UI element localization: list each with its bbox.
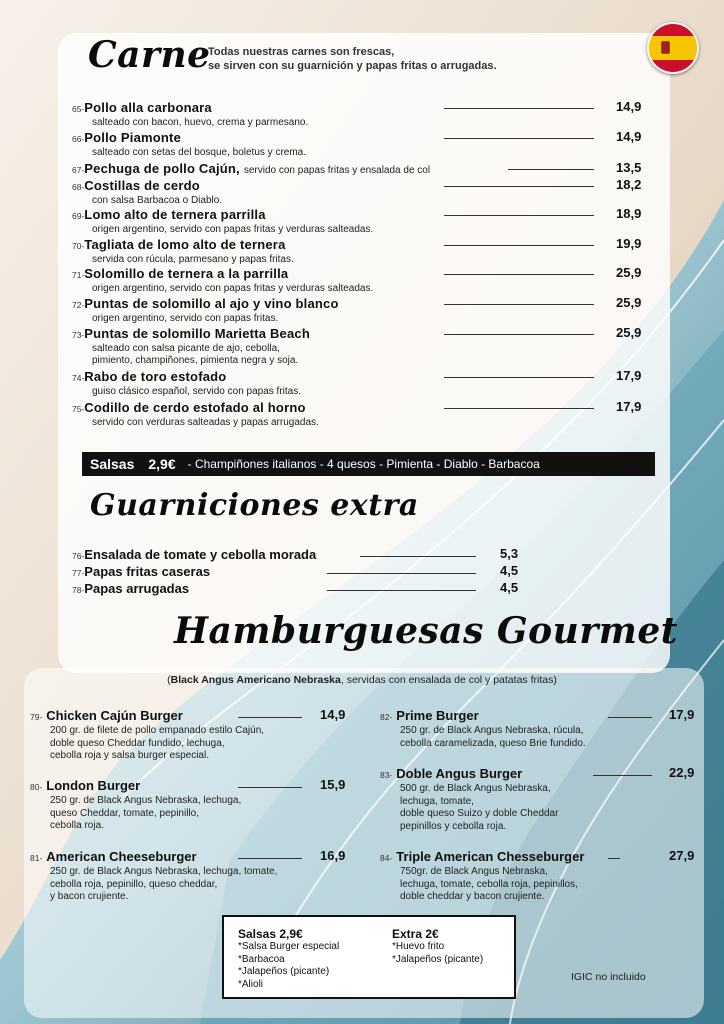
extras-salsas-item: *Alioli (238, 978, 264, 990)
price-leader-line (327, 573, 476, 574)
price-leader-line (508, 169, 594, 170)
item-description: origen argentino, servido con papas fritas y verduras salteadas. (92, 283, 374, 294)
menu-item (72, 236, 672, 266)
item-description: cebolla roja y salsa burger especial. (50, 750, 209, 761)
burgers-intro: (Black Angus Americano Nebraska, servidas con ensalada de col y patatas fritas) (167, 674, 557, 686)
menu-item (72, 368, 672, 398)
price-leader-line (608, 858, 620, 859)
item-number: 81- (30, 853, 43, 863)
price-leader-line (444, 215, 594, 216)
item-price: 25,9 (616, 265, 642, 280)
item-description: servido con verduras salteadas y papas arrugadas. (92, 417, 319, 428)
extras-salsas-item: *Jalapeños (picante) (238, 966, 330, 977)
item-description: origen argentino, servido con papas fritas y verduras salteadas. (92, 224, 374, 235)
item-name: Chicken Cajún Burger (46, 708, 183, 723)
item-number: 78- (72, 585, 85, 595)
item-name: Puntas de solomillo al ajo y vino blanco (84, 296, 339, 311)
item-description: cebolla roja. (50, 820, 104, 831)
item-name: Solomillo de ternera a la parrilla (84, 266, 289, 281)
menu-item (72, 160, 672, 178)
item-price: 27,9 (669, 848, 695, 863)
item-name: Pollo Piamonte (84, 130, 181, 145)
extras-extra-item: *Jalapeños (picante) (392, 953, 484, 965)
price-leader-line (444, 304, 594, 305)
item-price: 14,9 (616, 129, 642, 144)
item-number: 70- (72, 241, 85, 251)
item-description: salteado con salsa picante de ajo, cebolla, (92, 343, 280, 354)
price-leader-line (238, 858, 302, 859)
side-item (72, 580, 532, 598)
item-price: 17,9 (616, 399, 642, 414)
extras-extra (392, 927, 483, 966)
burger-item (380, 765, 700, 833)
item-description: guiso clásico español, servido con papas fritas. (92, 386, 302, 397)
item-description: pimiento, champiñones, pimienta negra y soja. (92, 355, 299, 366)
item-name: Lomo alto de ternera parrilla (84, 207, 266, 222)
item-price: 25,9 (616, 325, 642, 340)
item-number: 74- (72, 373, 85, 383)
price-leader-line (608, 717, 652, 718)
item-price: 16,9 (320, 848, 346, 863)
burgers-title: Hamburguesas Gourmet (174, 610, 678, 652)
item-description: 200 gr. de filete de pollo empanado estilo Cajún, (50, 725, 265, 736)
item-description: origen argentino, servido con papas fritas. (92, 313, 279, 324)
extras-box (222, 915, 516, 999)
item-number: 75- (72, 404, 85, 414)
item-number: 72- (72, 300, 85, 310)
price-leader-line (444, 245, 594, 246)
price-leader-line (444, 334, 594, 335)
item-name: Rabo de toro estofado (84, 369, 227, 384)
item-price: 17,9 (616, 368, 642, 383)
price-leader-line (444, 138, 594, 139)
item-description: 750gr. de Black Angus Nebraska, (400, 866, 548, 877)
item-description: y bacon crujiente. (50, 891, 129, 902)
item-price: 18,2 (616, 177, 642, 192)
burger-item (30, 777, 350, 833)
carne-title: Carne (88, 34, 211, 76)
burger-item (30, 848, 350, 904)
item-description: queso Cheddar, tomate, pepinillo, (50, 807, 199, 819)
item-description: pepinillos y cebolla roja. (400, 820, 507, 832)
item-description: salteado con setas del bosque, boletus y crema. (92, 147, 307, 158)
item-number: 65- (72, 104, 85, 114)
menu-item (72, 129, 672, 159)
carne-subtitle: Todas nuestras carnes son frescas, se sirven con su guarnición y papas fritas o arrugadas. (208, 46, 497, 72)
item-name: Papas arrugadas (84, 581, 190, 596)
item-number: 67- (72, 165, 85, 175)
item-description: doble queso Suizo y doble Cheddar (400, 808, 559, 819)
item-number: 83- (380, 770, 393, 780)
item-number: 84- (380, 853, 393, 863)
item-number: 76- (72, 551, 85, 561)
item-number: 80- (30, 782, 43, 792)
menu-item (72, 295, 672, 325)
item-name: Triple American Chesseburger (396, 849, 585, 864)
item-number: 79- (30, 712, 43, 722)
price-leader-line (593, 775, 652, 776)
extras-salsas (238, 927, 339, 991)
item-description: lechuga, tomate, cebolla roja, pepinillos, (400, 878, 578, 890)
item-name: Ensalada de tomate y cebolla morada (84, 547, 317, 562)
item-description: 250 gr. de Black Angus Nebraska, lechuga, (50, 795, 242, 806)
price-leader-line (444, 377, 594, 378)
price-leader-line (444, 274, 594, 275)
item-name: Doble Angus Burger (396, 766, 523, 781)
item-description: 250 gr. de Black Angus Nebraska, lechuga, tomate, (50, 866, 278, 877)
item-number: 66- (72, 134, 85, 144)
item-price: 13,5 (616, 160, 642, 175)
item-description: 250 gr. de Black Angus Nebraska, rúcula, (400, 725, 584, 736)
item-inline-description: servido con papas fritas y ensalada de col (243, 165, 431, 176)
item-description: doble queso Cheddar fundido, lechuga, (50, 737, 225, 749)
item-name: Tagliata de lomo alto de ternera (84, 237, 286, 252)
price-leader-line (444, 186, 594, 187)
item-number: 77- (72, 568, 85, 578)
salsas-bar (82, 452, 655, 476)
menu-item (72, 265, 672, 295)
item-description: servida con rúcula, parmesano y papas fritas. (92, 254, 294, 265)
menu-item (72, 99, 672, 129)
item-price: 19,9 (616, 236, 642, 251)
item-number: 82- (380, 712, 393, 722)
igic-note: IGIC no incluido (571, 971, 646, 983)
item-number: 68- (72, 182, 85, 192)
item-name: Pechuga de pollo Cajún, (84, 161, 240, 176)
item-price: 14,9 (616, 99, 642, 114)
item-price: 4,5 (500, 580, 519, 595)
extras-extra-item: *Huevo frito (392, 941, 445, 952)
item-name: Costillas de cerdo (84, 178, 200, 193)
item-price: 5,3 (500, 546, 519, 561)
menu-item (72, 399, 672, 429)
extras-salsas-item: *Barbacoa (238, 953, 285, 965)
item-price: 4,5 (500, 563, 519, 578)
extras-extra-heading: Extra 2€ (392, 927, 439, 941)
item-price: 15,9 (320, 777, 346, 792)
extras-salsas-heading: Salsas 2,9€ (238, 927, 303, 941)
item-number: 69- (72, 211, 85, 221)
burger-item (30, 707, 350, 763)
guarniciones-title: Guarniciones extra (90, 488, 419, 523)
salsas-label: Salsas (90, 456, 135, 472)
item-price: 25,9 (616, 295, 642, 310)
price-leader-line (360, 556, 476, 557)
item-name: London Burger (46, 778, 141, 793)
item-number: 71- (72, 270, 85, 280)
item-name: Puntas de solomillo Marietta Beach (84, 326, 310, 341)
item-number: 73- (72, 330, 85, 340)
spain-flag-icon[interactable] (647, 22, 699, 74)
price-leader-line (327, 590, 476, 591)
side-item (72, 546, 532, 564)
salsas-price: 2,9€ (148, 456, 176, 472)
item-description: salteado con bacon, huevo, crema y parmesano. (92, 117, 309, 128)
side-item (72, 563, 532, 581)
burger-item (380, 707, 700, 750)
item-name: Codillo de cerdo estofado al horno (84, 400, 306, 415)
price-leader-line (238, 717, 302, 718)
item-name: Papas fritas caseras (84, 564, 211, 579)
menu-item (72, 325, 672, 367)
item-price: 18,9 (616, 206, 642, 221)
item-name: Pollo alla carbonara (84, 100, 212, 115)
price-leader-line (444, 408, 594, 409)
item-name: Prime Burger (396, 708, 479, 723)
item-description: lechuga, tomate, (400, 795, 474, 807)
item-price: 17,9 (669, 707, 695, 722)
item-price: 14,9 (320, 707, 346, 722)
item-description: cebolla roja, pepinillo, queso cheddar, (50, 878, 218, 890)
item-description: doble cheddar y bacon crujiente. (400, 891, 545, 902)
item-description: cebolla caramelizada, queso Brie fundido. (400, 737, 586, 749)
item-description: con salsa Barbacoa o Diablo. (92, 195, 223, 206)
price-leader-line (444, 108, 594, 109)
menu-item (72, 177, 672, 207)
salsas-list: - Champiñones italianos - 4 quesos - Pimienta - Diablo - Barbacoa (187, 457, 540, 471)
price-leader-line (238, 787, 302, 788)
burger-item (380, 848, 700, 904)
item-description: 500 gr. de Black Angus Nebraska, (400, 783, 551, 794)
menu-item (72, 206, 672, 236)
item-price: 22,9 (669, 765, 695, 780)
extras-salsas-item: *Salsa Burger especial (238, 941, 340, 952)
item-name: American Cheeseburger (46, 849, 197, 864)
